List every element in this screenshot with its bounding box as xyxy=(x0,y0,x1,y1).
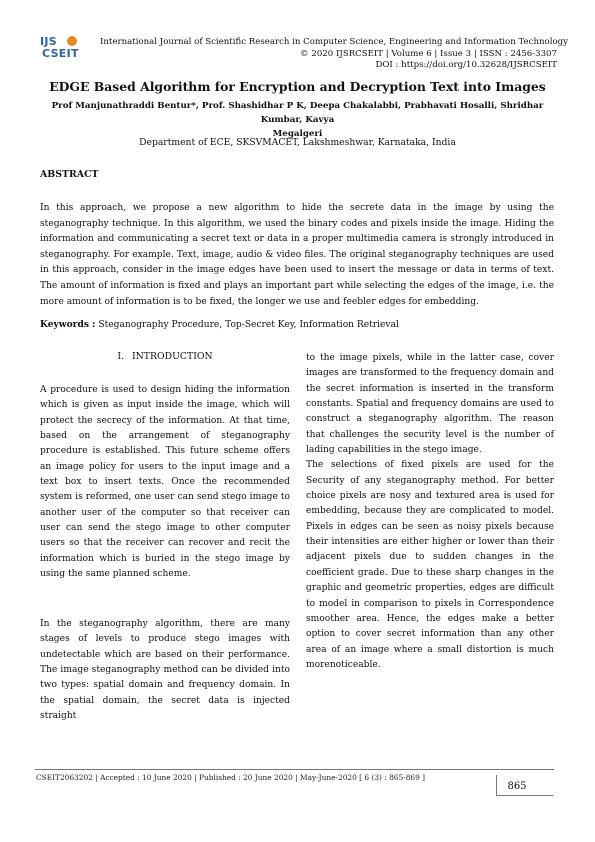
journal-meta: © 2020 IJSRCSEIT | Volume 6 | Issue 3 | ISSN : 2456-3307 xyxy=(300,48,557,59)
intro-paragraph-2 xyxy=(40,617,290,724)
authors-line-1: Prof Manjunathraddi Bentur*, Prof. Shashidhar P K, Deepa Chakalabbi, Prabhavati Hosalli, Shridhar Kumbar, Kavya xyxy=(51,101,544,125)
journal-header xyxy=(100,37,568,72)
intro-paragraph-3: to the image pixels, while in the latter case, cover images are transformed to the frequency domain and the secret information is inserted in the transform constants. Spatial and frequency domains are used to construct a steganography algorithm. The reason that challenges the security level is the number of lading capabilities in the stego image. xyxy=(306,353,554,456)
logo-globe-icon xyxy=(67,36,77,46)
abstract-body: In this approach, we propose a new algorithm to hide the secrete data in the image by using the steganography technique. In this algorithm, we used the binary codes and pixels inside the image. Hiding the information and communicating a secret text or data in a proper multimedia camera is strongly introduced in steganography. For example. Text, image, audio & video files. The original steganography techniques are used in this approach, consider in the image edges have been used to insert the message or data in terms of text. The amount of information is fixed and plays an important part while selecting the edges of the image, i.e. the more amount of information is to be fixed, the longer we use and feebler edges for embedding. xyxy=(40,203,554,307)
paper-title: EDGE Based Algorithm for Encryption and Decryption Text into Images xyxy=(49,79,546,94)
logo-top-text: IJS xyxy=(40,35,58,48)
authors-line-2: Megalgeri xyxy=(272,129,323,139)
keywords-list: Steganography Procedure, Top-Secret Key, Information Retrieval xyxy=(95,320,399,330)
section-title: INTRODUCTION xyxy=(131,351,213,362)
paragraph-text: A procedure is used to design hiding the information which is given as input inside the image, which will protect the secrecy of the information. At that time, based on the arrangement of steganography procedure is established. This future scheme offers an image policy for users to the input image and a text box to insert texts. Once the recommended system is reformed, one user can send stego image to another user of the computer so that receiver can user can send the stego image to other computer users so that the receiver can recover and recit the information which is buried in the stego image by using the same planned scheme. xyxy=(40,385,290,580)
section-number: I. xyxy=(117,351,124,362)
keywords-label: Keywords : xyxy=(40,319,96,330)
logo-bottom-text: CSEIT xyxy=(42,47,79,60)
right-column xyxy=(306,351,554,673)
journal-logo xyxy=(40,36,98,66)
affiliation: Department of ECE, SKSVMACET, Lakshmeshwar, Karnataka, India xyxy=(139,137,456,148)
keywords xyxy=(40,319,554,330)
journal-name: International Journal of Scientific Research in Computer Science, Engineering and Information Technology xyxy=(100,37,568,47)
section-heading-introduction xyxy=(40,351,290,362)
paragraph-text: In the steganography algorithm, there are many stages of levels to produce stego images with undetectable which are based on their performance. The image steganography method can be divided into two types: spatial domain and frequency domain. In the spatial domain, the secret data is injected straight xyxy=(40,619,290,722)
intro-paragraph-4: The selections of fixed pixels are used for the Security of any steganography method. For better choice pixels are nosy and textured area is used for embedding, because they are complicated to model. Pixels in edges can be seen as noisy pixels because their intensities are either higher or lower than their adjacent pixels due to sudden changes in the coefficient grade. Due to these sharp changes in the graphic and geometric properties, edges are difficult to model in comparison to pixels in Correspondence smoother area. Hence, the edges make a better option to cover secret information than any other area of an image where a small distortion is much morenoticeable. xyxy=(306,460,554,670)
footer-divider xyxy=(35,769,554,770)
intro-paragraph-1 xyxy=(40,383,290,582)
abstract-heading: ABSTRACT xyxy=(40,169,99,180)
page-number: 865 xyxy=(507,781,527,792)
journal-doi: DOI : https://doi.org/10.32628/IJSRCSEIT xyxy=(375,60,557,71)
footer-citation: CSEIT2063202 | Accepted : 10 June 2020 | Published : 20 June 2020 | May-June-2020 [ 6 (3) : 865-869 ] xyxy=(36,773,426,782)
author-list xyxy=(30,99,565,141)
